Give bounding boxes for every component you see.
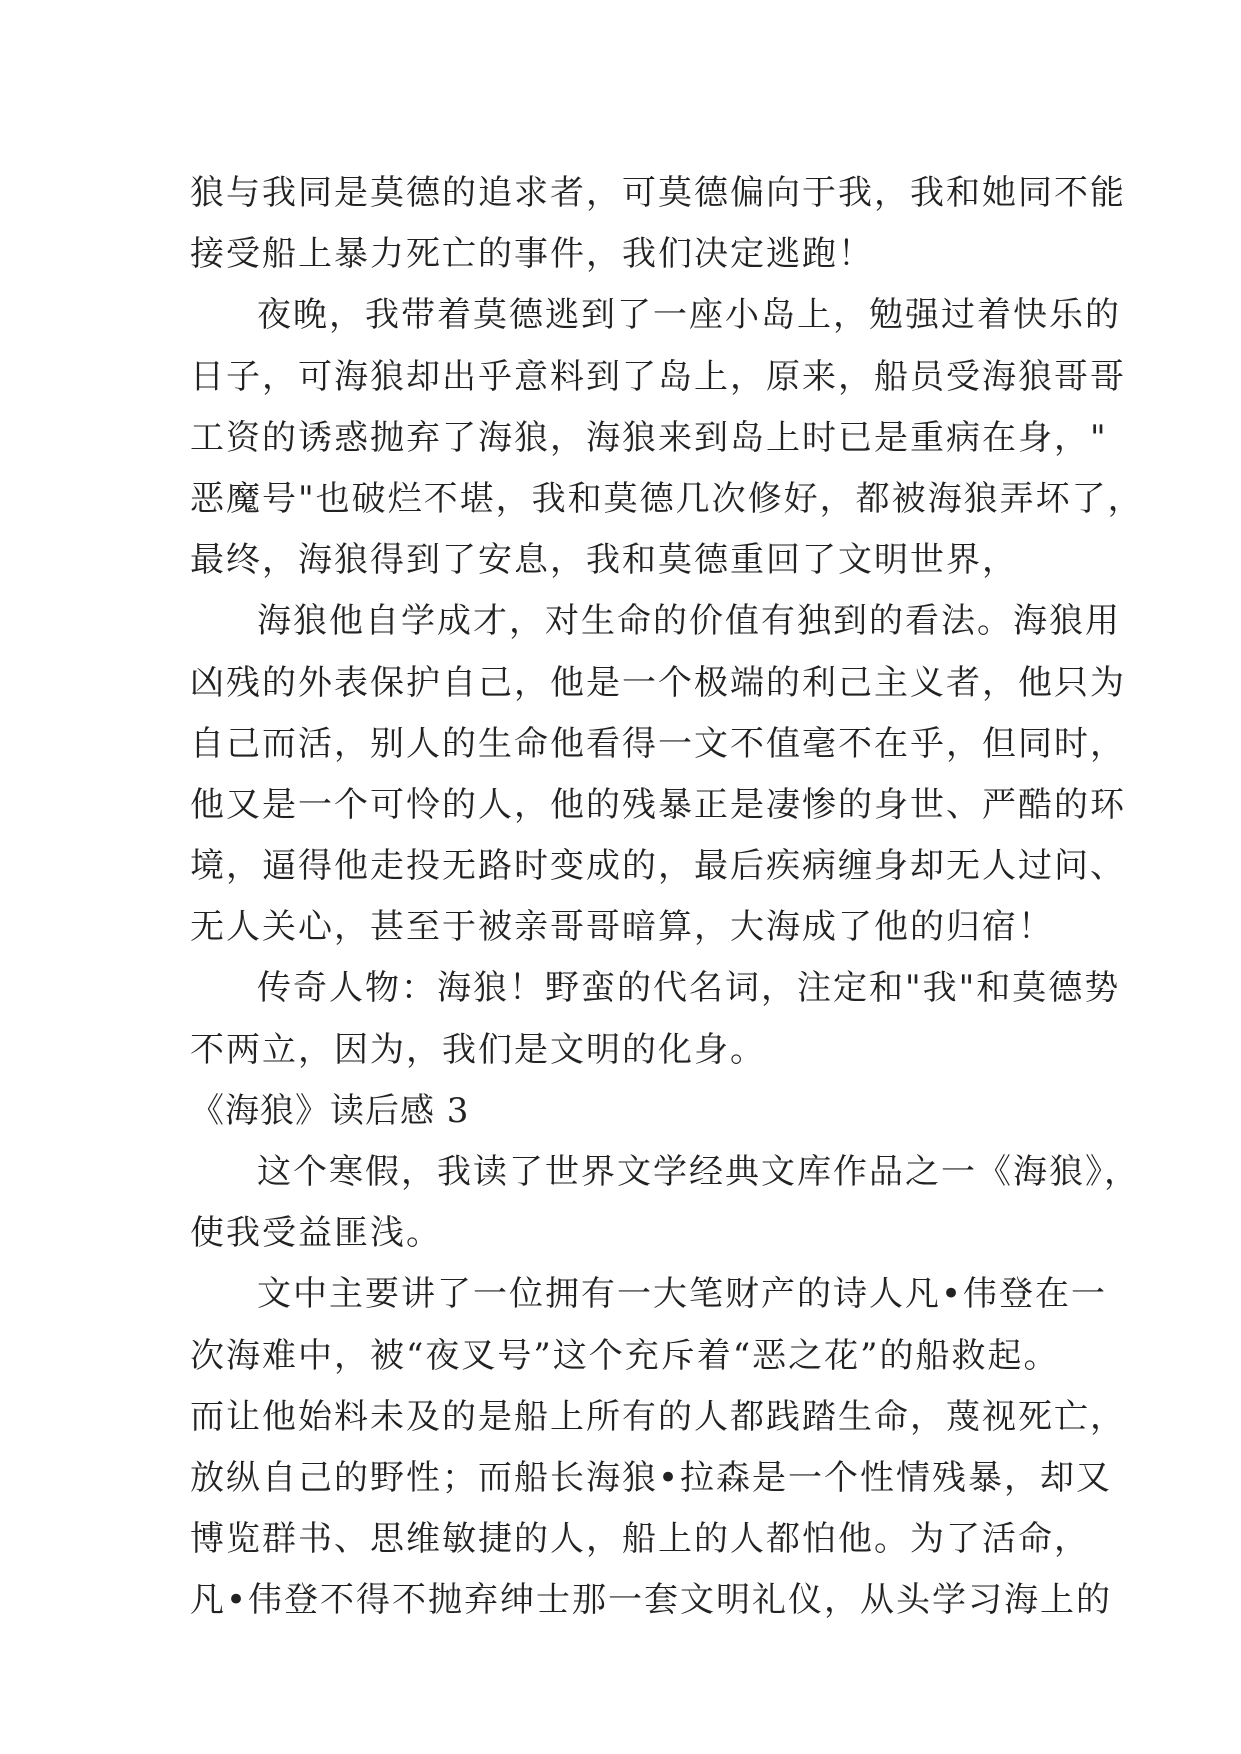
text-line: 这个寒假，我读了世界文学经典文库作品之一《海狼》， [257, 1152, 1140, 1192]
text-line: 自己而活，别人的生命他看得一文不值毫不在乎，但同时， [190, 723, 1126, 764]
text-line: 放纵自己的野性；而船长海狼•拉森是一个性情残暴，却又 [190, 1457, 1113, 1498]
text-line: 凶残的外表保护自己，他是一个极端的利己主义者，他只为 [190, 662, 1126, 703]
text-line: 最终，海狼得到了安息，我和莫德重回了文明世界， [190, 540, 1018, 581]
text-line: 不两立，因为，我们是文明的化身。 [190, 1029, 766, 1070]
text-line: 博览群书、思维敏捷的人，船上的人都怕他。为了活命， [190, 1519, 1090, 1560]
document-body [190, 163, 1144, 1632]
text-line: 无人关心，甚至于被亲哥哥暗算，大海成了他的归宿！ [190, 907, 1054, 948]
text-line: 接受船上暴力死亡的事件，我们决定逃跑！ [190, 234, 874, 275]
text-line: 他又是一个可怜的人，他的残暴正是凄惨的身世、严酷的环 [190, 784, 1126, 825]
text-line: 恶魔号"也破烂不堪，我和莫德几次修好，都被海狼弄坏了， [190, 478, 1144, 519]
text-line: 工资的诱惑抛弃了海狼，海狼来到岛上时已是重病在身，" [190, 417, 1108, 458]
text-line: 境，逼得他走投无路时变成的，最后疾病缠身却无人过问、 [190, 846, 1126, 887]
text-line: 文中主要讲了一位拥有一大笔财产的诗人凡•伟登在一 [257, 1274, 1108, 1315]
text-line: 而让他始料未及的是船上所有的人都践踏生命，蔑视死亡， [190, 1396, 1126, 1437]
text-line: 狼与我同是莫德的追求者，可莫德偏向于我，我和她同不能 [190, 173, 1126, 213]
text-line: 使我受益匪浅。 [190, 1213, 442, 1254]
section-heading: 《海狼》读后感 3 [190, 1090, 470, 1131]
text-line: 夜晚，我带着莫德逃到了一座小岛上，勉强过着快乐的 [257, 295, 1121, 336]
text-line: 日子，可海狼却出乎意料到了岛上，原来，船员受海狼哥哥 [190, 356, 1126, 397]
text-line: 传奇人物：海狼！野蛮的代名词，注定和"我"和莫德势 [257, 968, 1121, 1009]
text-line: 凡•伟登不得不抛弃绅士那一套文明礼仪，从头学习海上的 [190, 1580, 1113, 1621]
text-line: 海狼他自学成才，对生命的价值有独到的看法。海狼用 [257, 601, 1121, 642]
text-line: 次海难中，被“夜叉号”这个充斥着“恶之花”的船救起。 [190, 1335, 1060, 1376]
